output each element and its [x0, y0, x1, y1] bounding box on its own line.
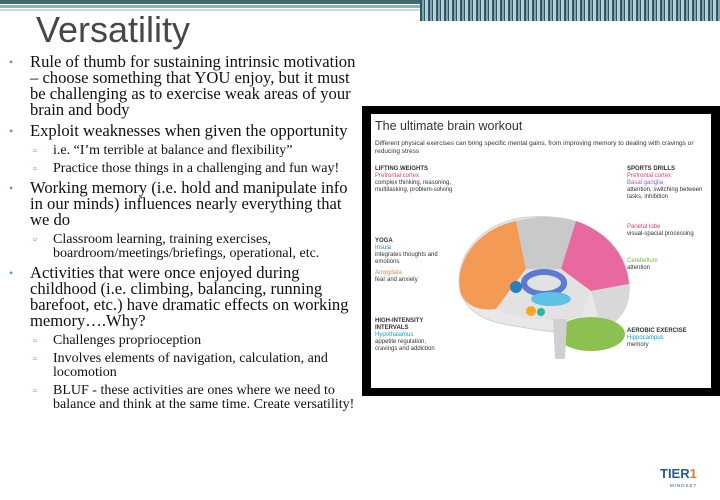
sub-bullet-item [8, 384, 360, 412]
brain-workout-infographic [362, 106, 720, 396]
sub-bullet-square-icon: ▫ [33, 335, 37, 347]
hypothalamus-region [537, 308, 545, 316]
infographic-title: The ultimate brain workout [375, 119, 523, 133]
label-sports-drills: SPORTS DRILLS Prefrontal cortex Basal ganglia attention, switching between tasks, inhibition [627, 166, 703, 200]
bullet-text: Exploit weaknesses when given the opportunity [30, 121, 348, 140]
bullet-dot-icon: • [9, 266, 14, 280]
label-cerebellum: Cerebellum attention [627, 258, 658, 271]
label-aerobic-exercise: AEROBIC EXERCISE Hippocampus memory [627, 328, 687, 348]
sub-bullet-square-icon: ▫ [33, 145, 37, 157]
brain-illustration [441, 199, 641, 364]
bullet-text: Rule of thumb for sustaining intrinsic motivation – choose something that YOU enjoy, but it must be challenging as to exercise weak areas of your brain and body [30, 52, 356, 119]
label-parietal-lobe: Parietal lobe visual-spacial processing [627, 224, 694, 237]
insula-region [510, 281, 522, 293]
sub-bullet-item [8, 162, 360, 176]
bullet-item [8, 265, 360, 329]
bullet-item [8, 123, 360, 139]
bullet-text: Activities that were once enjoyed during childhood (i.e. climbing, balancing, running barefoot, etc.) have dramatic effects on working memory….Why? [30, 263, 349, 330]
bullet-text: Working memory (i.e. hold and manipulate info in our minds) influences nearly everything that we do [30, 178, 348, 229]
infographic-panel [371, 114, 711, 388]
infographic-subtitle: Different physical exercises can bring specific mental gains, from improving memory to dealing with cravings or reducing stress [375, 140, 694, 155]
logo-subtext: MINDSET [670, 483, 698, 488]
sub-bullet-square-icon: ▫ [33, 163, 37, 175]
bullet-item [8, 180, 360, 228]
amygdala-region [526, 306, 536, 316]
sub-bullet-text: Practice those things in a challenging and fun way! [53, 161, 340, 176]
tier1-mindset-logo [660, 466, 716, 496]
bullet-dot-icon: • [9, 55, 14, 69]
sub-bullet-text: Challenges proprioception [53, 333, 202, 348]
sub-bullet-text: Involves elements of navigation, calculation, and locomotion [53, 351, 328, 380]
cerebellum-region [557, 317, 625, 351]
slide-title: Versatility [36, 9, 191, 50]
sub-bullet-text: BLUF - these activities are ones where we need to balance and think at the same time. Create versatility! [53, 383, 355, 412]
logo-mark: TIER1 [660, 466, 697, 481]
bullet-dot-icon: • [9, 181, 14, 195]
sub-bullet-text: i.e. “I’m terrible at balance and flexibility” [53, 143, 293, 158]
bullet-dot-icon: • [9, 124, 14, 138]
hippocampus-region [531, 292, 571, 306]
sub-bullet-item [8, 144, 360, 158]
sub-bullet-square-icon: ▫ [33, 353, 37, 365]
bullet-list [8, 54, 360, 416]
label-lifting-weights: LIFTING WEIGHTS Prefrontal cortex complex thinking, reasoning, multitasking, problem-solving [375, 166, 453, 193]
sub-bullet-item [8, 334, 360, 348]
sub-bullet-square-icon: ▫ [33, 234, 37, 246]
bullet-item [8, 54, 360, 118]
brainstem-region [553, 319, 567, 359]
label-high-intensity: HIGH-INTENSITY INTERVALS Hypothalamus appetite regulation, cravings and addiction [375, 318, 435, 352]
label-yoga: YOGA Insula integrates thoughts and emotions Amygdala fear and anxiety [375, 238, 438, 283]
sub-bullet-text: Classroom learning, training exercises, boardroom/meetings/briefings, operational, etc. [53, 232, 320, 261]
sub-bullet-item [8, 233, 360, 261]
sub-bullet-square-icon: ▫ [33, 385, 37, 397]
sub-bullet-item [8, 352, 360, 380]
